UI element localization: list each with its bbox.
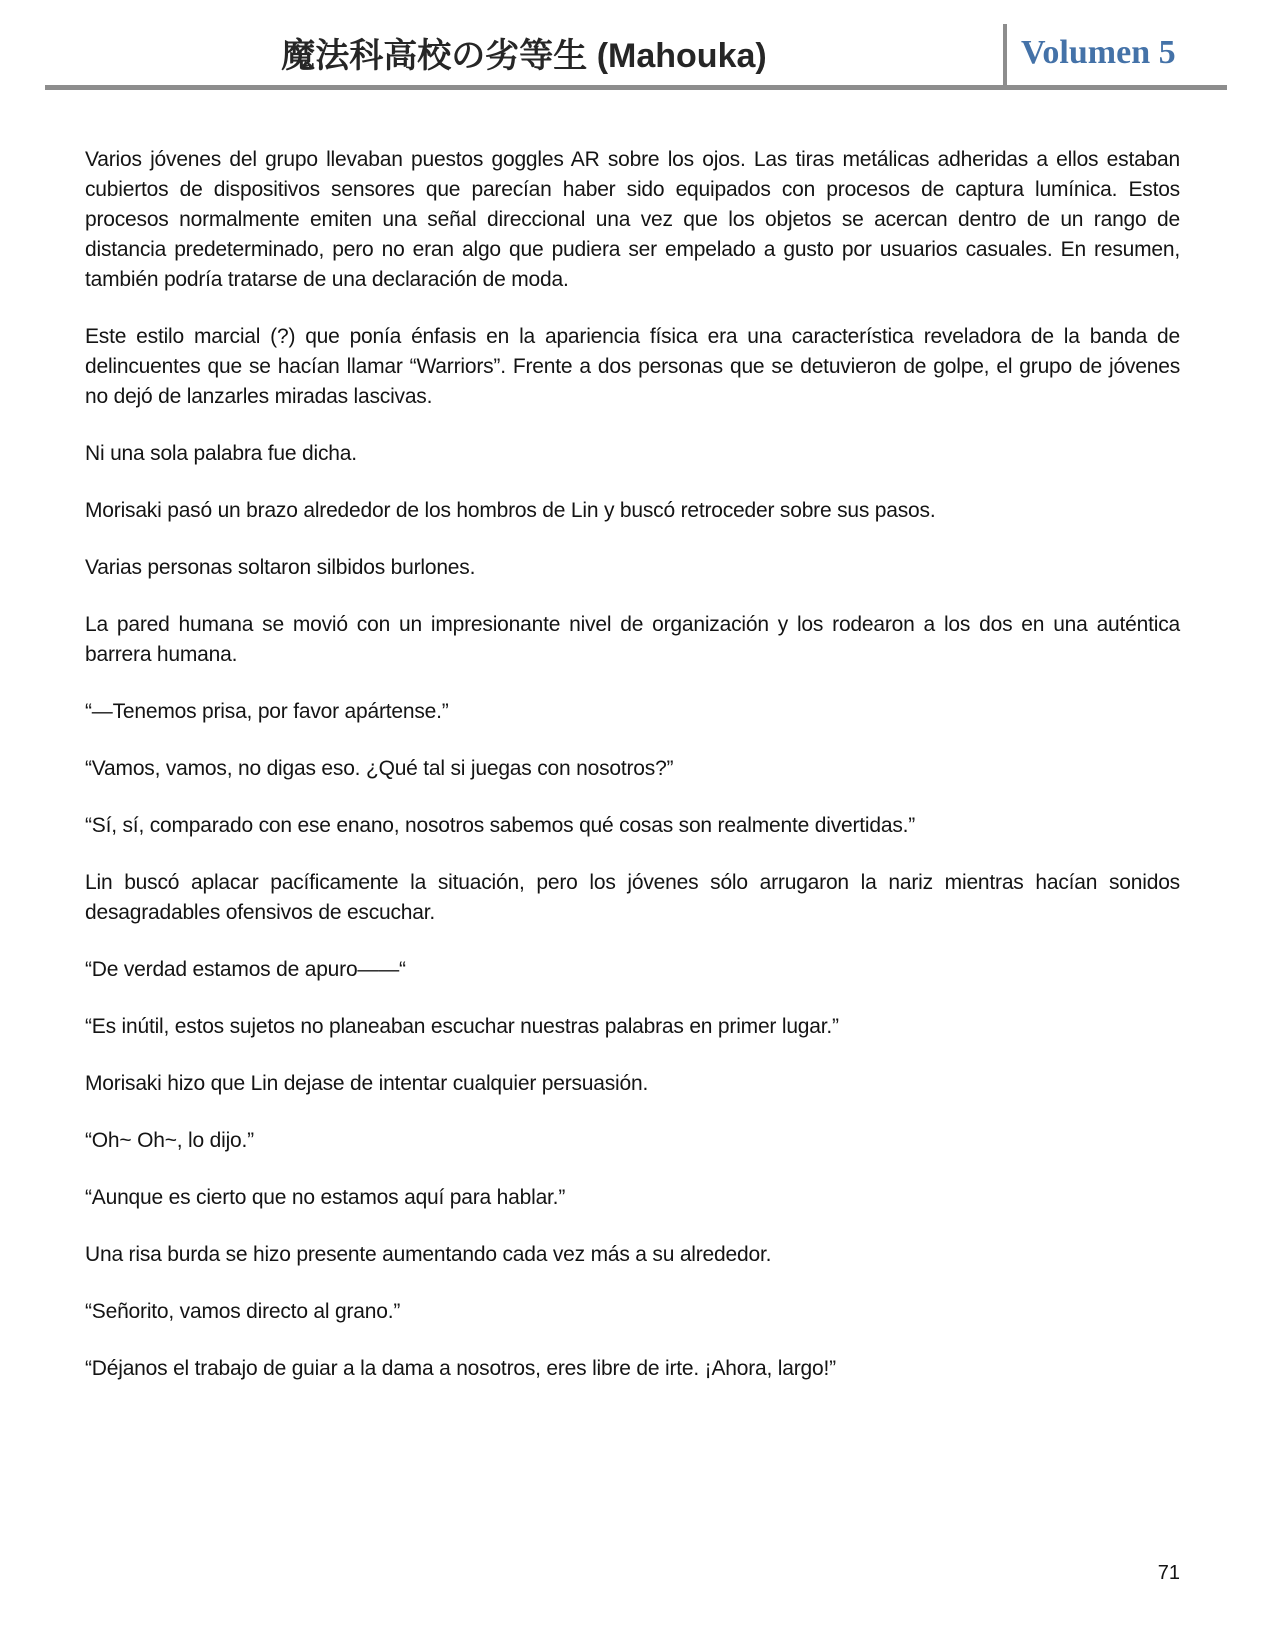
volume-label: Volumen 5 <box>1021 33 1176 71</box>
paragraph: Morisaki pasó un brazo alrededor de los hombros de Lin y buscó retroceder sobre sus pasos. <box>85 499 936 522</box>
paragraph: “Sí, sí, comparado con ese enano, nosotros sabemos qué cosas son realmente divertidas.” <box>85 814 916 837</box>
paragraph: “Déjanos el trabajo de guiar a la dama a nosotros, eres libre de irte. ¡Ahora, largo!” <box>85 1357 836 1380</box>
page-body <box>85 145 1180 1411</box>
page-title: 魔法科高校の劣等生 (Mahouka) <box>281 37 767 75</box>
paragraph: “Señorito, vamos directo al grano.” <box>85 1300 401 1323</box>
paragraph: Morisaki hizo que Lin dejase de intentar cualquier persuasión. <box>85 1072 649 1095</box>
paragraph: Una risa burda se hizo presente aumentando cada vez más a su alrededor. <box>85 1243 772 1266</box>
paragraph: Varios jóvenes del grupo llevaban puestos goggles AR sobre los ojos. Las tiras metálicas adheridas a ellos estaban cubiertos de dispositivos sensores que parecían haber sido equipados con procesos de captura lumínica. Estos procesos normalmente emiten una señal direccional una vez que los objetos se acercan dentro de un rango de distancia predeterminado, pero no eran algo que pudiera ser empelado a gusto por usuarios casuales. En resumen, también podría tratarse de una declaración de moda. <box>85 148 1180 291</box>
header-title-cell <box>45 24 1003 85</box>
paragraph: “Es inútil, estos sujetos no planeaban escuchar nuestras palabras en primer lugar.” <box>85 1015 839 1038</box>
paragraph: “—Tenemos prisa, por favor apártense.” <box>85 700 449 723</box>
page-header <box>45 24 1227 90</box>
paragraph: Varias personas soltaron silbidos burlones. <box>85 556 476 579</box>
paragraph: Lin buscó aplacar pacíficamente la situación, pero los jóvenes sólo arrugaron la nariz mientras hacían sonidos desagradables ofensivos de escuchar. <box>85 871 1180 924</box>
paragraph: “De verdad estamos de apuro——“ <box>85 958 406 981</box>
header-volume-cell <box>1003 24 1227 85</box>
page-number: 71 <box>1157 1562 1180 1584</box>
paragraph: “Oh~ Oh~, lo dijo.” <box>85 1129 254 1152</box>
paragraph: La pared humana se movió con un impresionante nivel de organización y los rodearon a los dos en una auténtica barrera humana. <box>85 613 1180 666</box>
paragraph: Este estilo marcial (?) que ponía énfasis en la apariencia física era una característica reveladora de la banda de delincuentes que se hacían llamar “Warriors”. Frente a dos personas que se detuvieron de golpe, el grupo de jóvenes no dejó de lanzarles miradas lascivas. <box>85 325 1180 408</box>
paragraph: “Aunque es cierto que no estamos aquí para hablar.” <box>85 1186 566 1209</box>
paragraph: Ni una sola palabra fue dicha. <box>85 442 357 465</box>
paragraph: “Vamos, vamos, no digas eso. ¿Qué tal si juegas con nosotros?” <box>85 757 674 780</box>
